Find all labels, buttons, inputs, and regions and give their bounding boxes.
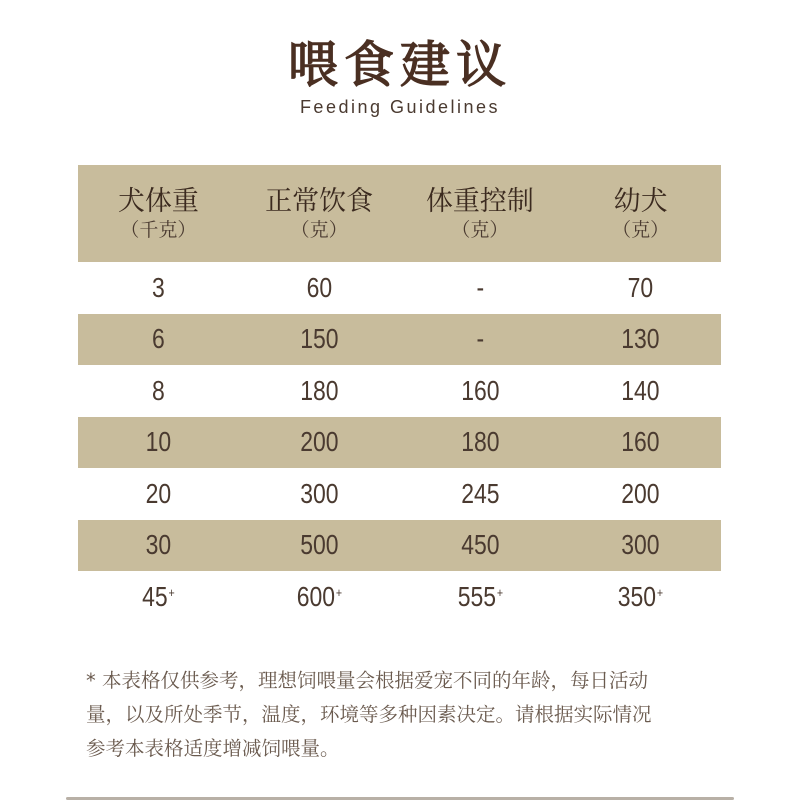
cell-value: 555	[457, 580, 496, 612]
table-cell-puppy	[575, 417, 707, 469]
cell-value: 60	[306, 271, 332, 303]
header-control	[400, 165, 561, 262]
header-normal	[239, 165, 400, 262]
table-row	[78, 520, 721, 572]
table-row	[78, 468, 721, 520]
cell-value: 245	[460, 477, 500, 509]
table-cell-weight	[92, 262, 224, 314]
footnote-line-3: 参考本表格适度增减饲喂量。	[86, 737, 340, 760]
table-cell-normal	[253, 314, 385, 366]
table-cell-control	[414, 571, 546, 623]
cell-value: 300	[299, 477, 339, 509]
page-title: 喂食建议	[288, 36, 512, 94]
header-weight	[78, 165, 239, 262]
plus-mark: +	[335, 585, 342, 601]
table-cell-normal	[253, 571, 385, 623]
table-cell-control	[414, 365, 546, 417]
table-cell-control	[414, 262, 546, 314]
table-cell-weight	[92, 520, 224, 572]
cell-value: 6	[151, 323, 165, 355]
cell-value: 300	[621, 529, 660, 561]
table-cell-control	[414, 520, 546, 572]
cell-value: -	[476, 271, 484, 303]
table-cell-puppy	[575, 262, 707, 314]
plus-mark: +	[496, 585, 503, 601]
table-cell-weight	[92, 417, 224, 469]
cell-value: 180	[299, 374, 339, 406]
table-cell-weight	[92, 314, 224, 366]
table-cell-weight	[92, 468, 224, 520]
table-cell-puppy	[575, 571, 707, 623]
header-puppy	[560, 165, 721, 262]
cell-value: 160	[621, 426, 660, 458]
header-control-unit: （克）	[451, 218, 509, 241]
cell-value: 180	[460, 426, 500, 458]
table-cell-control	[414, 468, 546, 520]
cell-value: 130	[621, 323, 660, 355]
table-header	[78, 165, 721, 262]
feeding-table	[78, 165, 721, 623]
header-normal-unit: （克）	[290, 218, 348, 241]
table-cell-puppy	[575, 365, 707, 417]
plus-mark: +	[657, 585, 664, 601]
table-row	[78, 571, 721, 623]
table-cell-normal	[253, 262, 385, 314]
header-control-label: 体重控制	[425, 185, 534, 217]
header-weight-unit: （千克）	[120, 218, 197, 241]
table-cell-normal	[253, 520, 385, 572]
header-normal-label: 正常饮食	[265, 185, 374, 217]
cell-value: 45	[142, 580, 168, 612]
plus-mark: +	[168, 585, 175, 601]
cell-value: 20	[145, 477, 172, 509]
cell-value: -	[476, 323, 484, 355]
table-cell-normal	[253, 417, 385, 469]
cell-value: 200	[621, 477, 660, 509]
table-body	[78, 262, 721, 623]
table-row	[78, 262, 721, 314]
cell-value: 3	[151, 271, 165, 303]
cell-value: 160	[460, 374, 500, 406]
table-cell-normal	[253, 468, 385, 520]
table-cell-puppy	[575, 468, 707, 520]
page-subtitle: Feeding Guidelines	[299, 97, 501, 117]
table-cell-puppy	[575, 314, 707, 366]
cell-value: 10	[145, 426, 172, 458]
cell-value: 30	[145, 529, 172, 561]
cell-value: 8	[151, 374, 165, 406]
table-row	[78, 365, 721, 417]
table-cell-normal	[253, 365, 385, 417]
table-cell-puppy	[575, 520, 707, 572]
header-weight-label: 犬体重	[117, 185, 199, 217]
cell-value: 450	[460, 529, 500, 561]
table-cell-control	[414, 314, 546, 366]
cell-value: 200	[299, 426, 339, 458]
cell-value: 150	[299, 323, 339, 355]
footnote-line-2: 量，以及所处季节，温度，环境等多种因素决定。请根据实际情况	[86, 703, 652, 726]
header-puppy-unit: （克）	[612, 218, 670, 241]
table-row	[78, 417, 721, 469]
header-puppy-label: 幼犬	[613, 185, 668, 217]
cell-value: 500	[299, 529, 339, 561]
cell-value: 70	[627, 271, 654, 303]
table-cell-control	[414, 417, 546, 469]
cell-value: 350	[617, 580, 657, 612]
cell-value: 600	[296, 580, 335, 612]
cell-value: 140	[621, 374, 660, 406]
footnote	[86, 664, 726, 766]
table-cell-weight	[92, 571, 224, 623]
table-cell-weight	[92, 365, 224, 417]
table-row	[78, 314, 721, 366]
footnote-line-1: * 本表格仅供参考，理想饲喂量会根据爱宠不同的年龄，每日活动	[86, 669, 648, 692]
